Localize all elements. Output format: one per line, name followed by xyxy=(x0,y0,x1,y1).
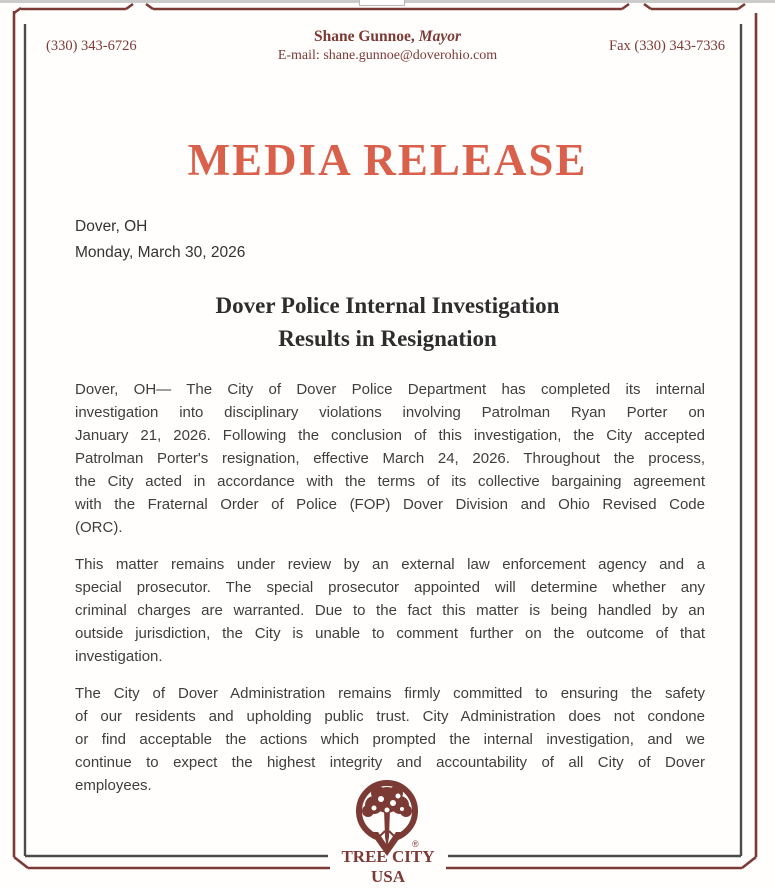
body-line: Dover, OH— The City of Dover Police Department has completed its internal xyxy=(75,381,705,398)
media-release-banner: MEDIA RELEASE xyxy=(187,135,588,185)
body-line: investigation into disciplinary violations involving Patrolman Ryan Porter on xyxy=(75,404,705,421)
dateline-date: Monday, March 30, 2026 xyxy=(75,244,246,261)
tree-city-usa-label: TREE CITY USA xyxy=(341,847,435,886)
body-paragraph xyxy=(75,378,705,539)
body-line: of our residents and upholding public trust. City Administration does not condone xyxy=(75,708,705,725)
body-line: continue to expect the highest integrity and accountability of all City of Dover xyxy=(75,754,705,771)
mayor-title: Mayor xyxy=(418,28,461,45)
mayor-name: Shane Gunnoe, xyxy=(314,28,415,45)
body-line: The City of Dover Administration remains firmly committed to ensuring the safety xyxy=(75,685,705,702)
letterhead-phone: (330) 343-6726 xyxy=(46,38,137,54)
headline-line-1: Dover Police Internal Investigation xyxy=(215,293,560,318)
body-line: January 21, 2026. Following the conclusion of this investigation, the City accepted xyxy=(75,427,705,444)
body-paragraph xyxy=(75,553,705,668)
body-line: (ORC). xyxy=(75,519,123,536)
body-line: Patrolman Porter's resignation, effective March 24, 2026. Throughout the process, xyxy=(75,450,705,467)
body-line: criminal charges are warranted. Due to the fact this matter is being handled by an xyxy=(75,602,705,619)
body-line: or find acceptable the actions which prompted the internal investigation, and we xyxy=(75,731,705,748)
dateline xyxy=(75,214,245,266)
dateline-city: Dover, OH xyxy=(75,218,148,235)
registered-mark: ® xyxy=(412,839,419,849)
letterhead-fax: Fax (330) 343-7336 xyxy=(609,38,725,54)
body-line: This matter remains under review by an external law enforcement agency and a xyxy=(75,556,705,573)
headline-line-2: Results in Resignation xyxy=(278,326,497,351)
body-line: investigation. xyxy=(75,648,163,665)
letterhead-email: E-mail: shane.gunnoe@doverohio.com xyxy=(277,48,498,63)
body-line: special prosecutor. The special prosecutor appointed will determine whether any xyxy=(75,579,705,596)
body-line: employees. xyxy=(75,777,152,794)
body-line: with the Fraternal Order of Police (FOP) Dover Division and Ohio Revised Code xyxy=(75,496,705,513)
body-line: outside jurisdiction, the City is unable to comment further on the outcome of that xyxy=(75,625,705,642)
body-line: the City acted in accordance with the terms of its collective bargaining agreement xyxy=(75,473,705,490)
body-paragraphs xyxy=(75,378,705,811)
release-headline xyxy=(0,289,775,355)
